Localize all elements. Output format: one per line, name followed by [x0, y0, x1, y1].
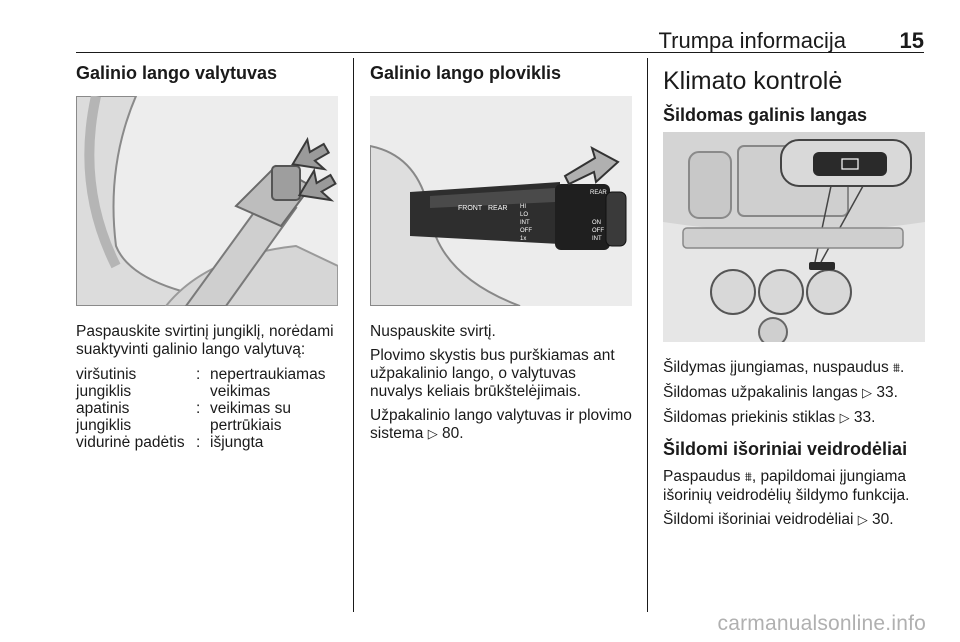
- reference-arrow-icon: ▷: [839, 411, 850, 426]
- table-row: [76, 434, 340, 451]
- section-heading-rear-wiper: Galinio lango valytuvas: [76, 63, 278, 83]
- section-title-climate-control: Klimato kontrolė: [663, 67, 843, 95]
- label-off: OFF: [520, 228, 532, 234]
- heated-window-p2: [663, 384, 927, 403]
- label-front: FRONT: [458, 205, 483, 212]
- table-separator: :: [196, 400, 201, 417]
- heated-rear-window-icon: ⩩: [744, 470, 752, 485]
- heated-window-p3: [663, 409, 927, 428]
- rear-washer-p2: Plovimo skystis bus purškiamas ant užpakalinio lango, o valytuvas nuvalys keliais brūkštelėjimais.: [370, 347, 615, 400]
- rear-washer-p1: Nuspauskite svirtį.: [370, 323, 496, 340]
- label-int: INT: [520, 220, 530, 226]
- rear-wiper-intro: Paspauskite svirtinį jungiklį, norėdami suaktyvinti galinio lango valytuvą:: [76, 323, 334, 358]
- table-row: [76, 366, 340, 400]
- reference-arrow-icon: ▷: [427, 427, 438, 442]
- heated-rear-window-icon: ⩩: [893, 361, 900, 376]
- label-off-2: OFF: [592, 228, 604, 234]
- table-separator: :: [196, 434, 201, 451]
- rear-wiper-switch-table: [76, 366, 340, 451]
- column-climate-control: [663, 66, 927, 126]
- page-number: 15: [899, 28, 924, 53]
- table-value: veikimas su pertrūkiais: [210, 400, 291, 434]
- column-divider: [353, 58, 354, 612]
- page-reference-link[interactable]: 33.: [876, 384, 898, 401]
- rear-washer-p3: [370, 407, 632, 444]
- heated-mirrors-p1-post: , papildomai įjungiama išorinių veidrodėlių šildymo funkcija.: [663, 468, 910, 504]
- heated-window-p1: Šildymas įjungiamas, nuspaudus ⩩.: [663, 359, 905, 376]
- rear-wiper-figure: [76, 96, 338, 306]
- label-rear: REAR: [488, 205, 508, 212]
- column-divider: [647, 58, 648, 612]
- page-header: [76, 26, 924, 53]
- climate-control-text: [663, 359, 927, 530]
- table-key: viršutinis jungiklis: [76, 366, 137, 400]
- table-key: apatinis jungiklis: [76, 400, 132, 434]
- label-lo: LO: [520, 212, 529, 218]
- heated-mirrors-p1: [663, 468, 927, 505]
- heated-mirrors-p2: [663, 511, 927, 530]
- label-rear-2: REAR: [590, 190, 607, 196]
- heated-window-p2-text: Šildomas užpakalinis langas: [663, 384, 858, 401]
- page-reference-link[interactable]: 33.: [853, 409, 876, 426]
- subsection-heated-mirrors: Šildomi išoriniai veidrodėliai: [663, 439, 908, 459]
- heated-rear-window-figure: [663, 132, 925, 342]
- page-reference-link[interactable]: 30.: [872, 511, 894, 528]
- heated-window-p1-text: Šildymas įjungiamas, nuspaudus: [663, 359, 889, 376]
- table-row: [76, 400, 340, 434]
- rear-wiper-stalk-illustration: [76, 96, 338, 306]
- rear-washer-p3-text: Užpakalinio lango valytuvas ir plovimo sistema: [370, 407, 632, 442]
- table-separator: :: [196, 366, 201, 383]
- rear-washer-text: [370, 323, 632, 444]
- reference-arrow-icon: ▷: [857, 513, 868, 528]
- rear-wiper-instructions: [76, 323, 340, 359]
- label-int-2: INT: [592, 236, 602, 242]
- column-rear-wiper: [76, 62, 338, 84]
- label-on: ON: [592, 220, 601, 226]
- label-1x: 1x: [520, 236, 527, 242]
- heated-mirrors-p1-pre: Paspaudus: [663, 468, 741, 485]
- table-key: vidurinė padėtis: [76, 434, 185, 451]
- washer-stalk-illustration: [370, 96, 632, 306]
- heated-rear-window-button-illustration: [663, 132, 925, 342]
- table-value: išjungta: [210, 434, 264, 451]
- page-reference-link[interactable]: 80.: [442, 425, 464, 442]
- heated-window-p3-text: Šildomas priekinis stiklas: [663, 409, 836, 426]
- heated-mirrors-p2-text: Šildomi išoriniai veidrodėliai: [663, 511, 854, 528]
- header-title: Trumpa informacija: [658, 28, 846, 53]
- rear-washer-figure: [370, 96, 632, 306]
- subsection-heated-rear-window: Šildomas galinis langas: [663, 105, 868, 125]
- label-hi: HI: [520, 204, 526, 210]
- table-value: nepertraukiamas veikimas: [210, 366, 326, 400]
- watermark: carmanualsonline.info: [717, 612, 926, 635]
- reference-arrow-icon: ▷: [862, 386, 873, 401]
- column-rear-washer: [370, 62, 632, 84]
- section-heading-rear-washer: Galinio lango ploviklis: [370, 63, 562, 83]
